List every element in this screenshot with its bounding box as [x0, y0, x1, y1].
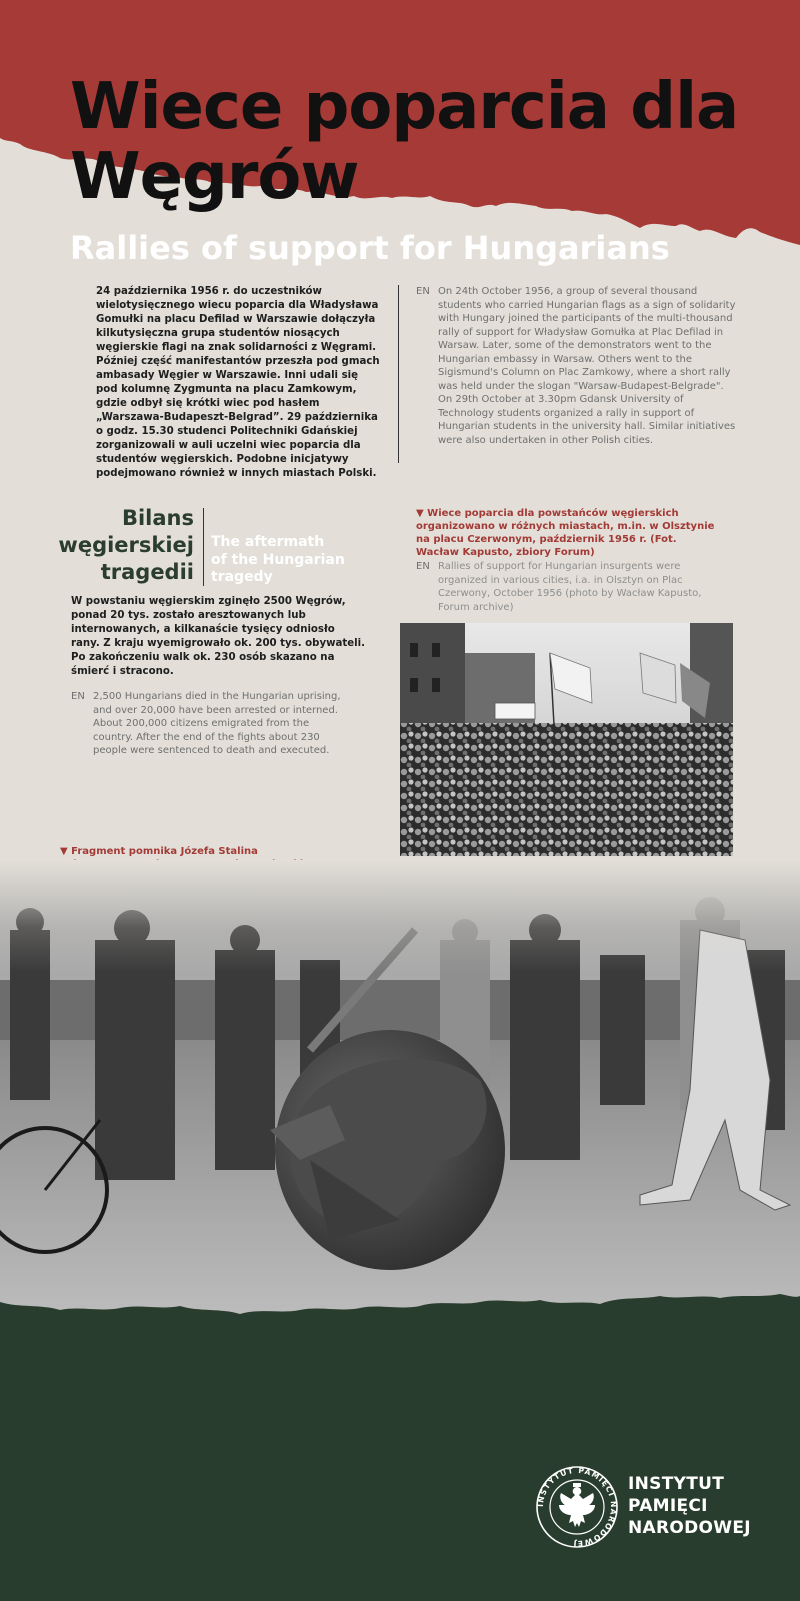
- intro-text-pl: 24 października 1956 r. do uczestników wielotysięcznego wiecu poparcia dla Władysława Gomułki na placu Defilad w Warszawie dołączyła kilkutysięczna grupa studentów niosących węgierskie flagi na znak solidarności z Węgrami. Później część manifestantów przeszła pod gmach ambasady Węgier w Warszawie. Inni udali się pod kolumnę Zygmunta na placu Zamkowym, gdzie odbył się krótki wiec pod hasłem „Warszawa-Budapeszt-Belgrad”. 29 października o godz. 15.30 studenci Politechniki Gdańskiej zorganizowali w auli uczelni wiec poparcia dla studentów węgierskich. Podobne inicjatywy podejmowano również w innych miastach Polski.: [96, 286, 380, 479]
- intro-text-en-block: [416, 285, 736, 447]
- section-title-pl-line: węgierskiej: [58, 533, 194, 557]
- aftermath-text-en-block: [71, 690, 341, 758]
- section-title-pl-line: Bilans: [121, 506, 194, 530]
- olsztyn-rally-photo: [400, 623, 733, 856]
- column-divider: [398, 285, 399, 463]
- section-title-en: [211, 534, 371, 587]
- en-language-tag: EN: [71, 691, 85, 702]
- section-title-en-line: tragedy: [211, 569, 273, 585]
- aftermath-text-en: 2,500 Hungarians died in the Hungarian uprising, and over 20,000 have been arrested or interned. About 200,000 citizens emigrated from the country. After the end of the fights about 230 people were sentenced to death and executed.: [93, 691, 341, 756]
- ipn-name-logo-text: [628, 1473, 778, 1539]
- seal-text: INSTYTUT PAMIĘCI NARODOWEJ: [535, 1465, 619, 1549]
- section-title-en-line: of the Hungarian: [211, 551, 345, 568]
- olsztyn-photo-caption-en: Rallies of support for Hungarian insurgents were organized in various cities, i.a. in Olsztyn on Plac Czerwony, October 1956 (photo by Wacław Kapusto, Forum archive): [438, 561, 702, 613]
- section-title-pl-line: tragedii: [100, 560, 194, 584]
- page-title: Wiece poparcia dla Węgrów: [70, 70, 739, 214]
- en-language-tag: EN: [416, 561, 430, 572]
- olsztyn-photo-caption-en-block: [416, 560, 706, 614]
- ipn-name-line: NARODOWEJ: [628, 1518, 751, 1538]
- ipn-name-line: PAMIĘCI: [628, 1496, 708, 1516]
- section-title-pl: [30, 505, 194, 586]
- stalin-photo-caption-pl: ▼ Fragment pomnika Józefa Stalina: [60, 846, 258, 857]
- ipn-name-line: INSTYTUT: [628, 1474, 725, 1494]
- section-title-en-line: The aftermath: [211, 534, 325, 550]
- intro-text-en: On 24th October 1956, a group of several thousand students who carried Hungarian flags as a sign of solidarity with Hungary joined the participants of the multi-thousand rally of support for Władysław Gomułka at Plac Defilad in Warsaw. Later, some of the demonstrators went to the Hungarian embassy in Warsaw. Others went to the Sigismund's Column on Plac Zamkowy, where a short rally was held under the slogan "Warsaw-Budapest-Belgrade". On 29th October at 3.30pm Gdansk University of Technology students organized a rally in support of Hungarian students in the university hall. Similar initiatives were also undertaken in other Polish cities.: [438, 286, 736, 446]
- page-subtitle-en: Rallies of support for Hungarians: [70, 229, 670, 267]
- olsztyn-photo-caption-pl: ▼ Wiece poparcia dla powstańców węgierskich organizowano w różnych miastach, m.in. w Olsztynie na placu Czerwonym, październik 1956 r. (Fot. Wacław Kapusto, zbiory Forum): [416, 508, 715, 558]
- bottom-green-band: [0, 1290, 800, 1601]
- ipn-eagle-seal-icon: [535, 1465, 619, 1549]
- en-language-tag: EN: [416, 286, 430, 297]
- aftermath-text-pl: W powstaniu węgierskim zginęło 2500 Węgrów, ponad 20 tys. zostało aresztowanych lub internowanych, a kilkanaście tysięcy odniosło rany. Z kraju wyemigrowało ok. 200 tys. obywateli. Po zakończeniu walk ok. 230 osób skazano na śmierć i stracono.: [71, 596, 366, 677]
- section-title-divider: [203, 508, 204, 586]
